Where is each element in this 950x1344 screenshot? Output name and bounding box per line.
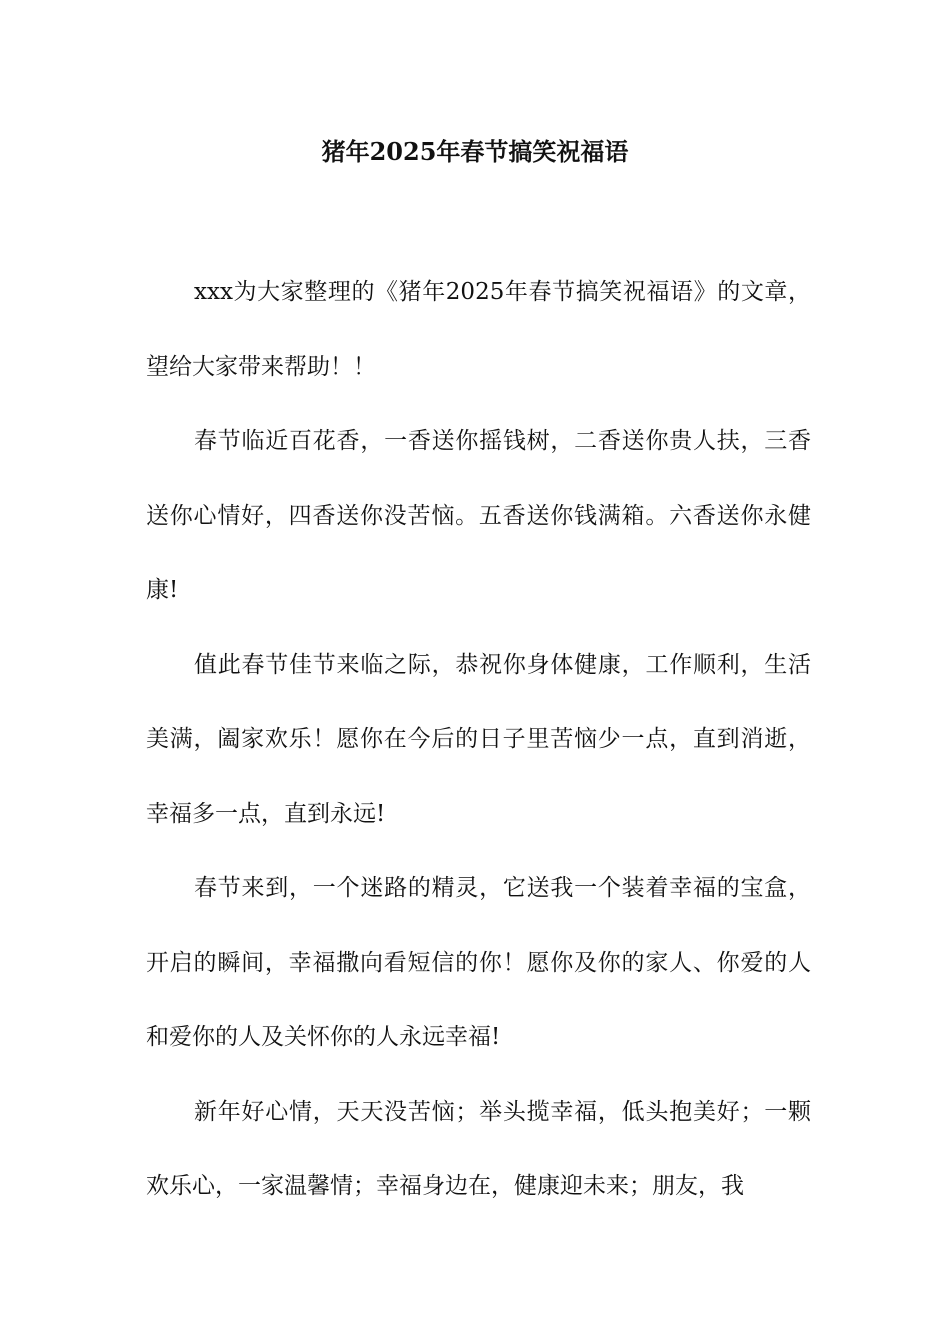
document-body [146,255,811,1224]
paragraph-greeting-2: 值此春节佳节来临之际，恭祝你身体健康，工作顺利，生活美满，阖家欢乐！愿你在今后的日子里苦恼少一点，直到消逝，幸福多一点，直到永远! [146,651,811,827]
paragraph-greeting-3: 春节来到，一个迷路的精灵，它送我一个装着幸福的宝盒，开启的瞬间，幸福撒向看短信的你！愿你及你的家人、你爱的人和爱你的人及关怀你的人永远幸福! [146,875,811,1050]
paragraph-intro: xxx为大家整理的《猪年2025年春节搞笑祝福语》的文章，望给大家带来帮助！！ [146,279,811,380]
paragraph-greeting-4: 新年好心情，天天没苦恼；举头揽幸福，低头抱美好；一颗欢乐心，一家温馨情；幸福身边在，健康迎未来；朋友，我 [146,1098,811,1199]
paragraph-greeting-1: 春节临近百花香，一香送你摇钱树，二香送你贵人扶，三香送你心情好，四香送你没苦恼。五香送你钱满箱。六香送你永健康! [146,428,811,603]
document-title: 猪年2025年春节搞笑祝福语 [321,137,629,166]
